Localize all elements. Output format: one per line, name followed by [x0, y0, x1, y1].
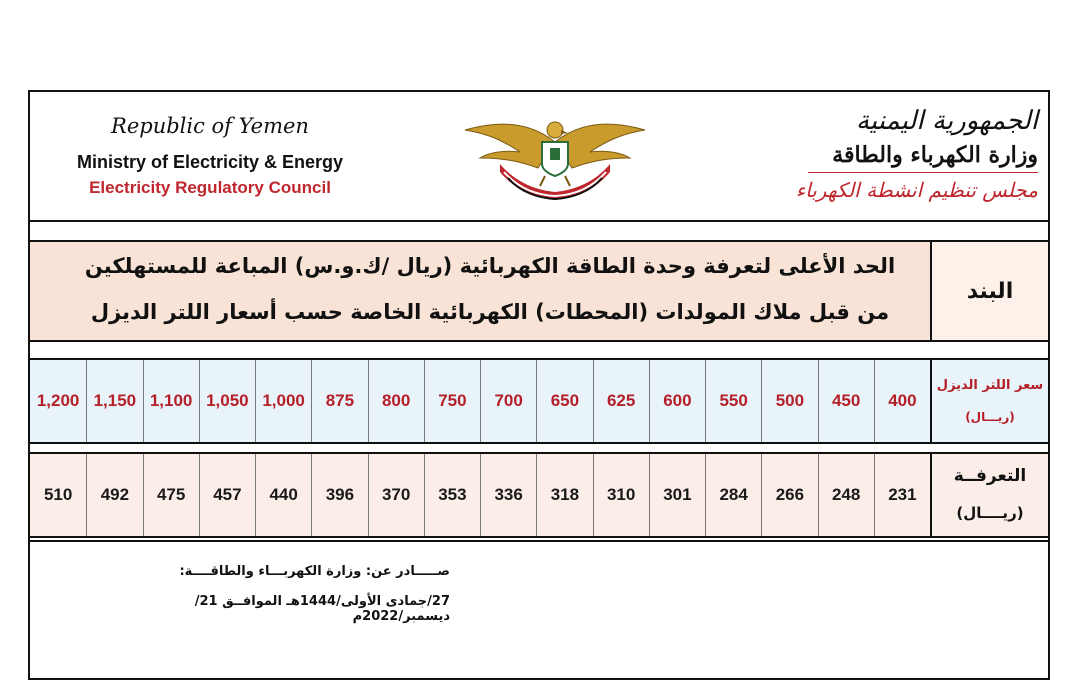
arabic-ministry-name: وزارة الكهرباء والطاقة: [832, 142, 1038, 168]
tariff-label-cell: [930, 454, 1048, 536]
tariff-cells: [30, 454, 930, 536]
diesel-price-cell: 750: [424, 360, 480, 442]
tariff-cell: 310: [593, 454, 649, 536]
diesel-price-cell: 625: [593, 360, 649, 442]
arabic-republic-name: الجمهورية اليمنية: [855, 106, 1038, 136]
tariff-cell: 457: [199, 454, 255, 536]
issue-date: 27/جمادى الأولى/1444هـ الموافــق 21/ديسمبر/2022م: [194, 594, 450, 624]
footer-separator: [30, 540, 1048, 542]
tariff-cell: 396: [311, 454, 367, 536]
diesel-price-cell: 550: [705, 360, 761, 442]
tariff-row: [30, 452, 1048, 538]
issued-by: صـــــادر عن: وزارة الكهربـــاء والطاقــــة:: [179, 564, 450, 579]
title-band: [30, 240, 1048, 342]
english-republic-name: Republic of Yemen: [111, 114, 309, 138]
tariff-cell: 266: [761, 454, 817, 536]
diesel-price-cell: 875: [311, 360, 367, 442]
yemen-emblem-icon: [460, 112, 650, 202]
tariff-cell: 492: [86, 454, 142, 536]
tariff-cell: 336: [480, 454, 536, 536]
title-line-1: الحد الأعلى لتعرفة وحدة الطاقة الكهربائية (ريال /ك.و.س) المباعة للمستهلكين: [84, 254, 896, 278]
diesel-price-label-cell: [930, 360, 1048, 442]
diesel-price-cell: 1,150: [86, 360, 142, 442]
diesel-price-cell: 400: [874, 360, 930, 442]
letterhead: [30, 92, 1048, 220]
diesel-price-unit: (ريـــال): [965, 410, 1015, 424]
diesel-price-cells: [30, 360, 930, 442]
diesel-price-cell: 650: [536, 360, 592, 442]
tariff-cell: 353: [424, 454, 480, 536]
diesel-price-cell: 450: [818, 360, 874, 442]
tariff-cell: 231: [874, 454, 930, 536]
english-ministry-name: Ministry of Electricity & Energy: [76, 152, 344, 172]
title-line-2: من قبل ملاك المولدات (المحطات) الكهربائية الخاصة حسب أسعار اللتر الديزل: [90, 300, 890, 324]
tariff-cell: 318: [536, 454, 592, 536]
diesel-price-cell: 700: [480, 360, 536, 442]
tariff-cell: 475: [143, 454, 199, 536]
arabic-council-name: مجلس تنظيم انشطة الكهرباء: [795, 178, 1038, 202]
letterhead-divider: [808, 172, 1038, 173]
diesel-price-cell: 600: [649, 360, 705, 442]
english-council-name: Electricity Regulatory Council: [89, 178, 331, 197]
tariff-label: التعرفــة: [953, 466, 1027, 486]
diesel-price-cell: 1,200: [30, 360, 86, 442]
tariff-cell: 248: [818, 454, 874, 536]
diesel-price-cell: 1,000: [255, 360, 311, 442]
document-title: [50, 242, 930, 340]
diesel-price-cell: 1,100: [143, 360, 199, 442]
item-header-cell: البند: [930, 242, 1048, 340]
tariff-cell: 440: [255, 454, 311, 536]
diesel-price-cell: 800: [368, 360, 424, 442]
tariff-cell: 301: [649, 454, 705, 536]
tariff-cell: 510: [30, 454, 86, 536]
diesel-price-label: سعر اللتر الديزل: [936, 378, 1044, 393]
tariff-cell: 284: [705, 454, 761, 536]
document-frame: [28, 90, 1050, 680]
tariff-unit: (ريــــال): [956, 504, 1024, 522]
diesel-price-row: [30, 358, 1048, 444]
tariff-cell: 370: [368, 454, 424, 536]
header-separator: [30, 220, 1048, 222]
diesel-price-cell: 1,050: [199, 360, 255, 442]
diesel-price-cell: 500: [761, 360, 817, 442]
